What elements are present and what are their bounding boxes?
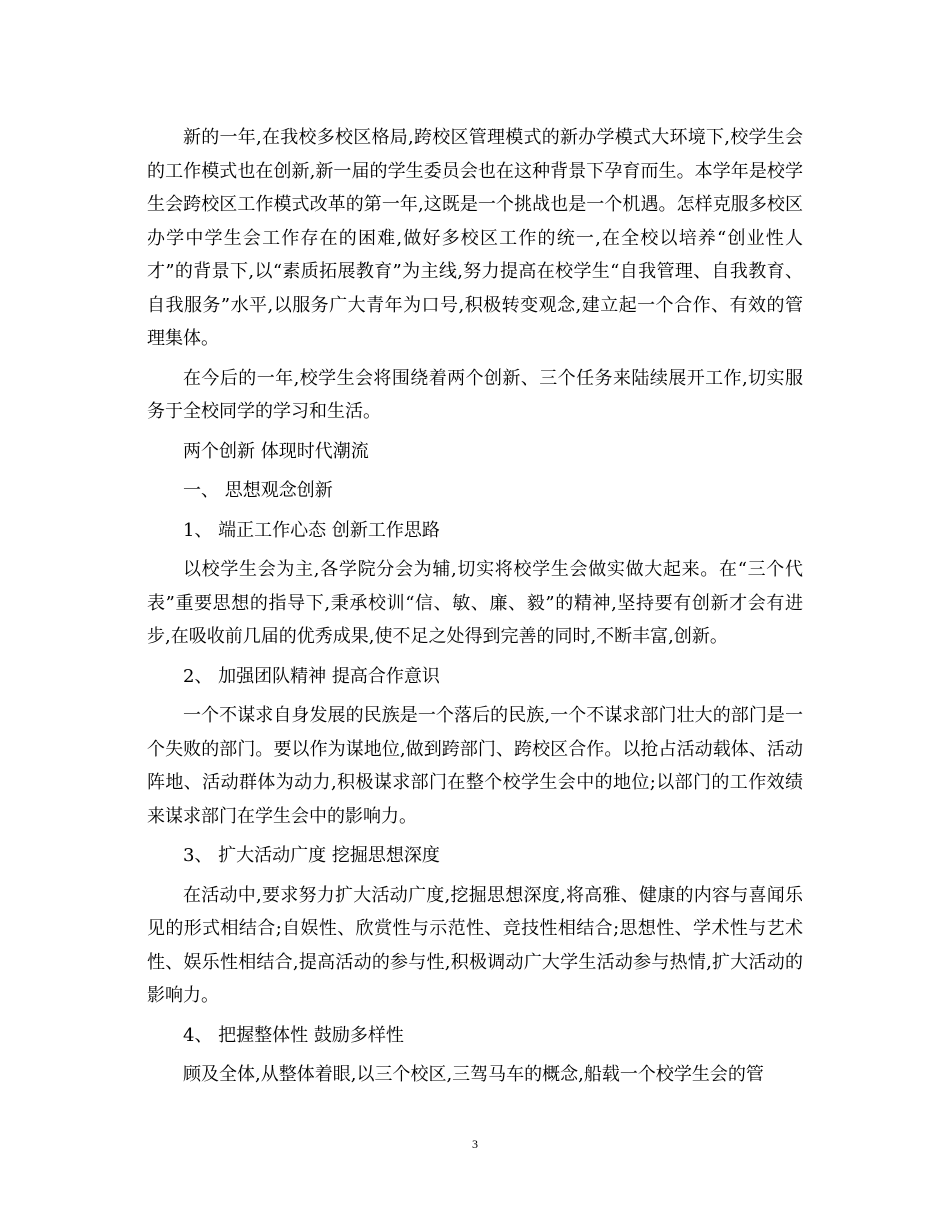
- subsection-heading: 一、 思想观念创新: [183, 480, 333, 501]
- item-heading-3: 3、 扩大活动广度 挖掘思想深度: [183, 845, 440, 866]
- item-paragraph-1: 以校学生会为主,各学院分会为辅,切实将校学生会做实做大起来。在“三个代表”重要思想的指导下,秉承校训“信、敏、廉、毅”的精神,坚持要有创新才会有进步,在吸收前几届的优秀成果,使不足之处得到完善的同时,不断丰富,创新。: [147, 559, 803, 647]
- paragraph-intro: 新的一年,在我校多校区格局,跨校区管理模式的新办学模式大环境下,校学生会的工作模式也在创新,新一届的学生委员会也在这种背景下孕育而生。本学年是校学生会跨校区工作模式改革的第一年,这既是一个挑战也是一个机遇。怎样克服多校区办学中学生会工作存在的困难,做好多校区工作的统一,在全校以培养“创业性人才”的背景下,以“素质拓展教育”为主线,努力提高在校学生“自我管理、自我教育、自我服务”水平,以服务广大青年为口号,积极转变观念,建立起一个合作、有效的管理集体。: [147, 127, 803, 349]
- item-paragraph-2: 一个不谋求自身发展的民族是一个落后的民族,一个不谋求部门壮大的部门是一个失败的部门。要以作为谋地位,做到跨部门、跨校区合作。以抢占活动载体、活动阵地、活动群体为动力,积极谋求部门在整个校学生会中的地位;以部门的工作效绩来谋求部门在学生会中的影响力。: [147, 705, 803, 827]
- document-body: [147, 121, 803, 1098]
- item-heading-2: 2、 加强团队精神 提高合作意识: [183, 665, 440, 687]
- item-paragraph-4: 顾及全体,从整体着眼,以三个校区,三驾马车的概念,船载一个校学生会的管: [183, 1064, 764, 1085]
- item-heading-4: 4、 把握整体性 鼓励多样性: [183, 1024, 404, 1046]
- paragraph-plan: 在今后的一年,校学生会将围绕着两个创新、三个任务来陆续展开工作,切实服务于全校同学的学习和生活。: [147, 367, 803, 422]
- section-heading: 两个创新 体现时代潮流: [183, 440, 369, 462]
- item-paragraph-3: 在活动中,要求努力扩大活动广度,挖掘思想深度,将高雅、健康的内容与喜闻乐见的形式相结合;自娱性、欣赏性与示范性、竞技性相结合;思想性、学术性与艺术性、娱乐性相结合,提高活动的参与性,积极调动广大学生活动参与热情,扩大活动的影响力。: [147, 884, 803, 1006]
- item-heading-1: 1、 端正工作心态 创新工作思路: [183, 519, 440, 541]
- page-number: 3: [472, 1137, 478, 1151]
